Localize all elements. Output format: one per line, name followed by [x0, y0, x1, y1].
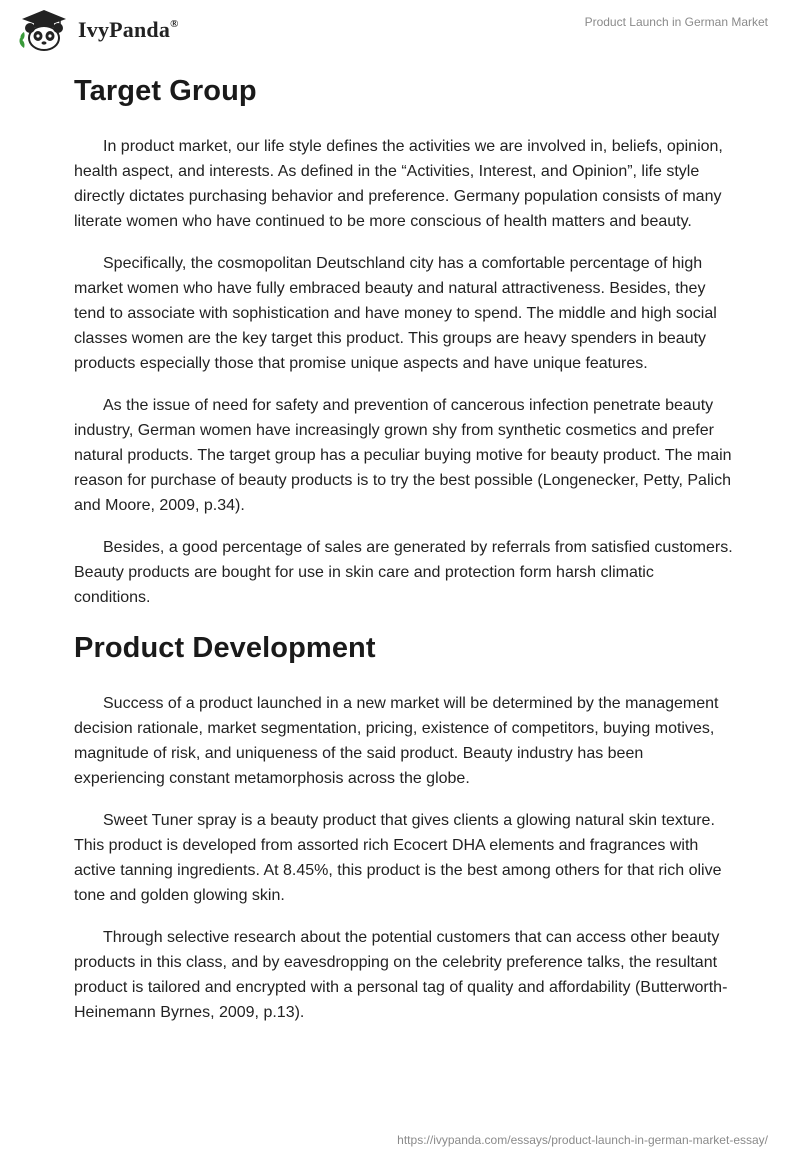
paragraph: In product market, our life style defines the activities we are involved in, beliefs, opinion, health aspect, and interests. As defined in the “Activities, Interest, and Opinion”, life style directly dictates purchasing behavior and preference. Germany population consists of many literate women who have continued to be more conscious of health matters and beauty. [74, 138, 723, 230]
section-target-group [74, 70, 734, 610]
paragraph: Through selective research about the potential customers that can access other beauty products in this class, and by eavesdropping on the celebrity preference talks, the resultant product is tailored and encrypted with a personal tag of quality and affordability (Butterworth-Heinemann Byrnes, 2009, p.13). [74, 929, 728, 1021]
brand-name: IvyPanda® [78, 17, 179, 42]
section-heading: Target Group [74, 75, 257, 107]
page-header [0, 0, 800, 60]
source-url-link[interactable]: https://ivypanda.com/essays/product-launch-in-german-market-essay/ [397, 1133, 768, 1147]
paragraph: As the issue of need for safety and prevention of cancerous infection penetrate beauty industry, German women have increasingly grown shy from synthetic cosmetics and prefer natural products. The target group has a peculiar buying motive for beauty product. The main reason for purchase of beauty products is to try the best possible (Longenecker, Petty, Palich and Moore, 2009, p.34). [74, 397, 732, 514]
section-product-development [74, 627, 734, 1025]
essay-content [74, 70, 734, 1042]
paragraph: Sweet Tuner spray is a beauty product that gives clients a glowing natural skin texture. This product is developed from assorted rich Ecocert DHA elements and fragrances with active tanning ingredients. At 8.45%, this product is the best among others for that rich olive tone and golden glowing skin. [74, 812, 722, 904]
ivypanda-logo[interactable] [16, 8, 179, 52]
panda-graduate-icon [16, 8, 72, 52]
paragraph: Specifically, the cosmopolitan Deutschland city has a comfortable percentage of high market women who have fully embraced beauty and natural attractiveness. Besides, they tend to associate with sophistication and have money to spend. The middle and high social classes women are the key target this product. This groups are heavy spenders in beauty products especially those that promise unique aspects and have unique features. [74, 255, 717, 372]
paragraph: Besides, a good percentage of sales are generated by referrals from satisfied customers. Beauty products are bought for use in skin care and protection form harsh climatic conditions. [74, 539, 733, 606]
section-heading: Product Development [74, 632, 376, 664]
registered-mark: ® [170, 17, 179, 30]
paragraph: Success of a product launched in a new market will be determined by the management decision rationale, market segmentation, pricing, existence of competitors, buying motives, magnitude of risk, and uniqueness of the said product. Beauty industry has been experiencing constant metamorphosis across the globe. [74, 695, 719, 787]
running-title: Product Launch in German Market [584, 15, 768, 29]
